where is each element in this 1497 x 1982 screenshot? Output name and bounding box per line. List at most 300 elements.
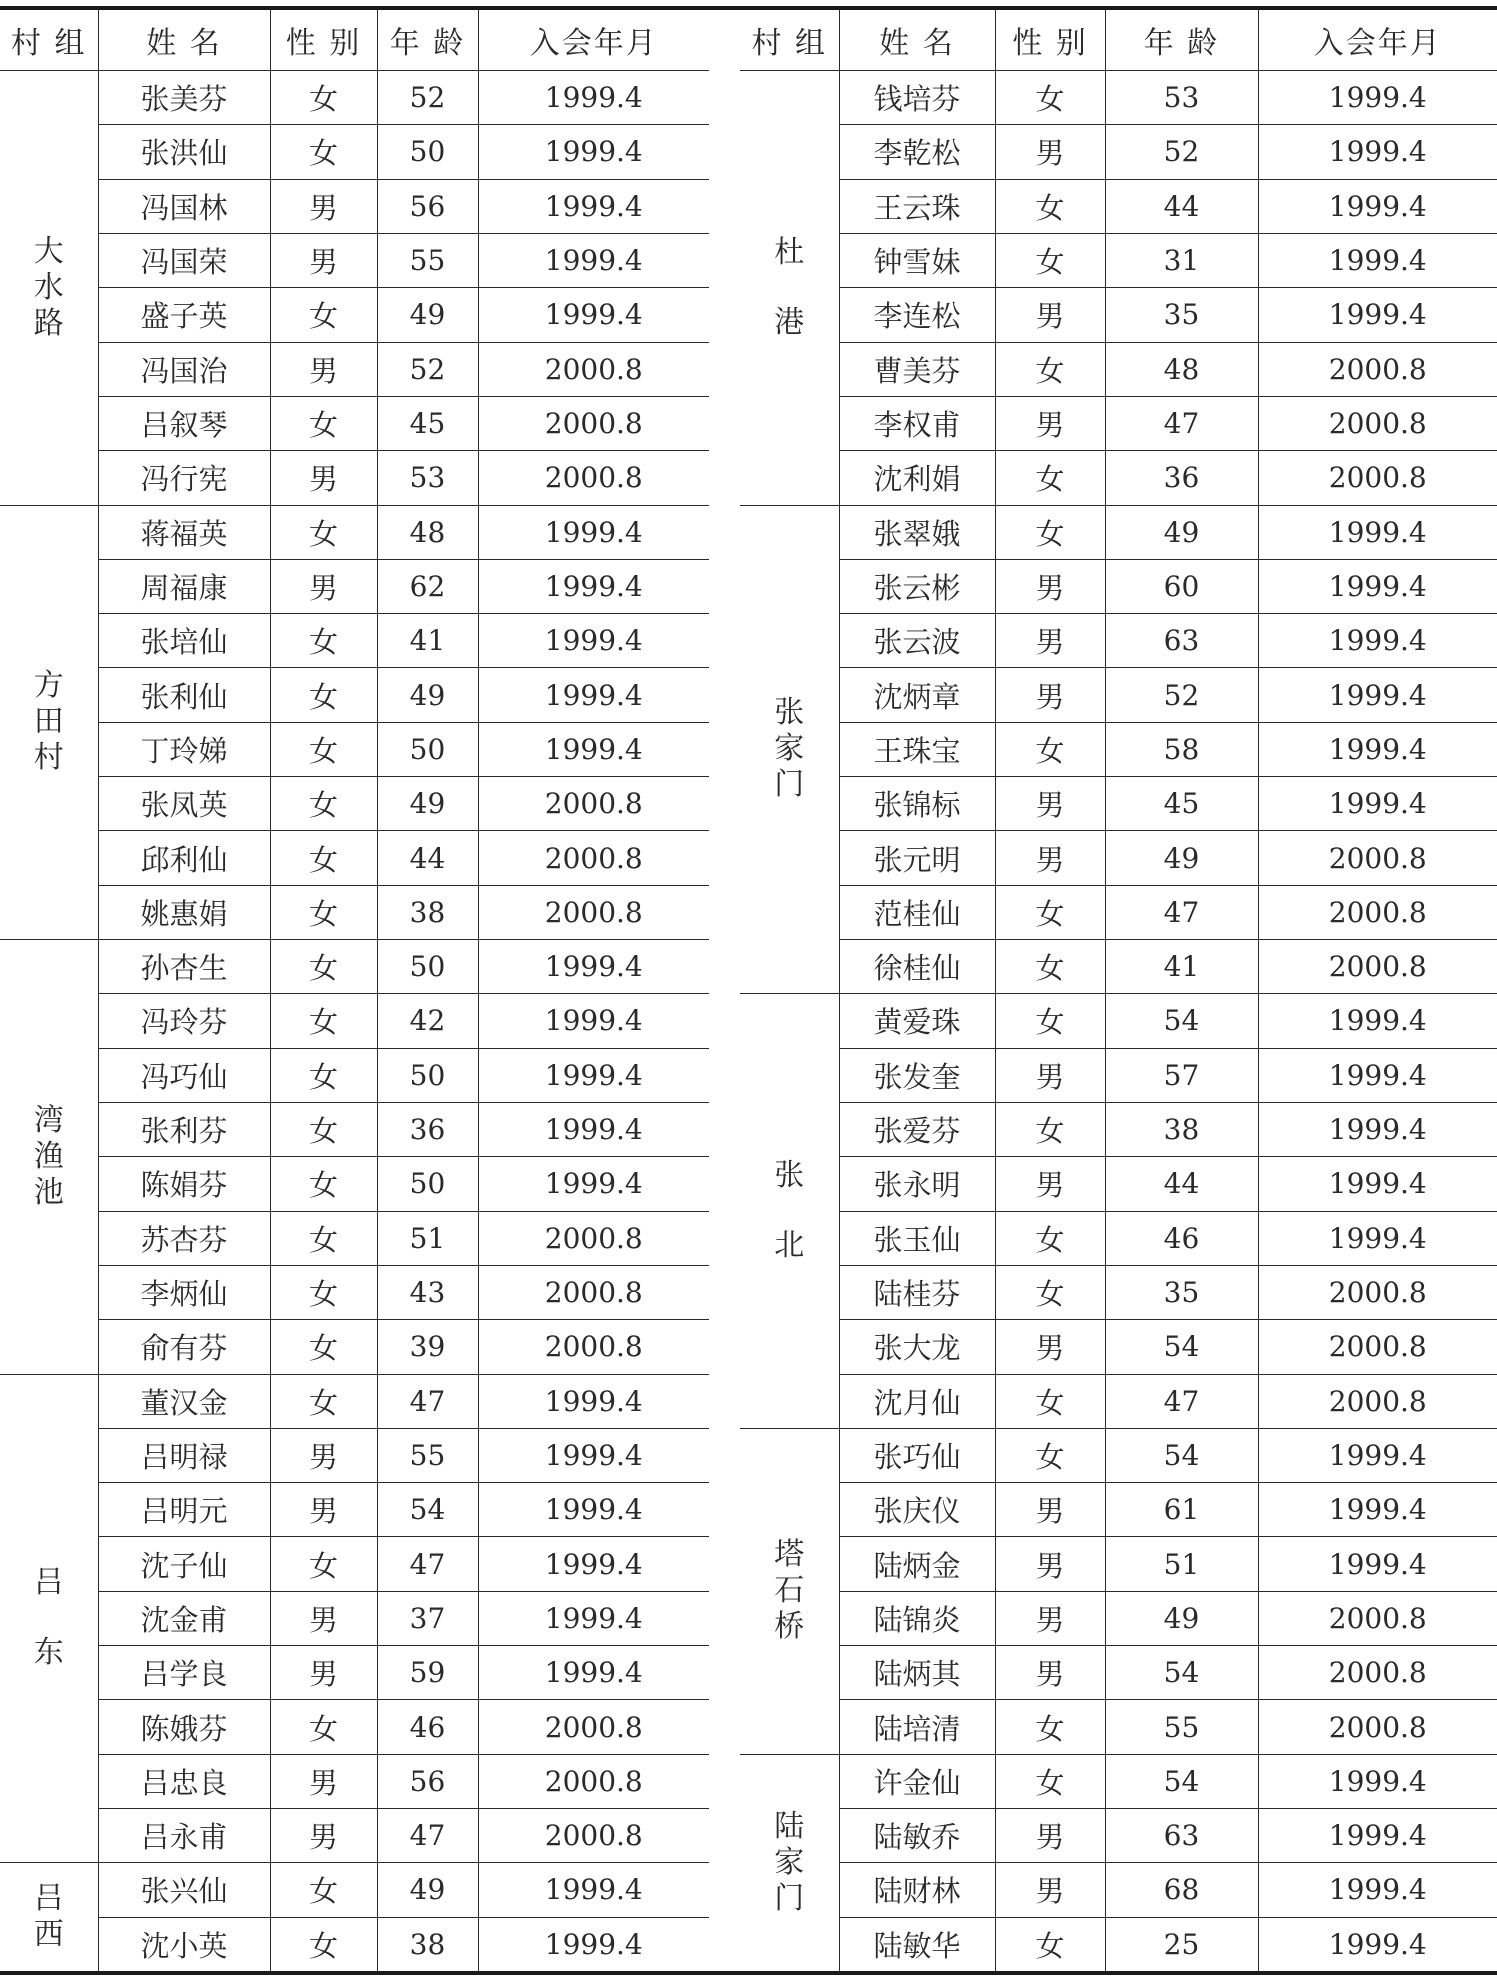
member-gender: 女 bbox=[270, 885, 377, 939]
member-join-date: 2000.8 bbox=[478, 831, 709, 885]
table-row bbox=[0, 1537, 709, 1591]
member-name: 吕明禄 bbox=[98, 1428, 270, 1482]
member-join-date: 1999.4 bbox=[478, 1863, 709, 1917]
table-row bbox=[740, 1537, 1497, 1591]
member-age: 43 bbox=[377, 1265, 478, 1319]
member-name: 王珠宝 bbox=[839, 722, 995, 776]
member-name: 陈娟芬 bbox=[98, 1157, 270, 1211]
member-age: 45 bbox=[377, 396, 478, 450]
table-row bbox=[0, 559, 709, 613]
member-join-date: 1999.4 bbox=[1258, 1102, 1497, 1156]
member-age: 31 bbox=[1105, 233, 1258, 287]
table-row bbox=[0, 1483, 709, 1537]
member-join-date: 2000.8 bbox=[1258, 1646, 1497, 1700]
member-age: 46 bbox=[1105, 1211, 1258, 1265]
member-age: 56 bbox=[377, 1754, 478, 1808]
member-age: 50 bbox=[377, 1157, 478, 1211]
table-row bbox=[740, 342, 1497, 396]
table-row bbox=[0, 1700, 709, 1754]
member-name: 张庆仪 bbox=[839, 1483, 995, 1537]
village-group-cell: 陆家门 bbox=[740, 1754, 839, 1973]
village-group-cell: 张家门 bbox=[740, 505, 839, 994]
table-row bbox=[740, 559, 1497, 613]
member-age: 47 bbox=[377, 1537, 478, 1591]
member-name: 俞有芬 bbox=[98, 1320, 270, 1374]
member-age: 52 bbox=[1105, 125, 1258, 179]
member-name: 李炳仙 bbox=[98, 1265, 270, 1319]
member-name: 姚惠娟 bbox=[98, 885, 270, 939]
member-join-date: 1999.4 bbox=[478, 1428, 709, 1482]
member-age: 36 bbox=[1105, 451, 1258, 505]
member-gender: 男 bbox=[270, 1809, 377, 1863]
member-age: 49 bbox=[1105, 505, 1258, 559]
member-name: 孙杏生 bbox=[98, 940, 270, 994]
member-name: 沈利娟 bbox=[839, 451, 995, 505]
member-gender: 女 bbox=[270, 777, 377, 831]
member-name: 张培仙 bbox=[98, 614, 270, 668]
member-join-date: 1999.4 bbox=[1258, 1537, 1497, 1591]
member-name: 曹美芬 bbox=[839, 342, 995, 396]
member-gender: 女 bbox=[995, 940, 1105, 994]
member-name: 苏杏芬 bbox=[98, 1211, 270, 1265]
member-age: 49 bbox=[377, 1863, 478, 1917]
member-join-date: 2000.8 bbox=[478, 1700, 709, 1754]
member-join-date: 1999.4 bbox=[478, 559, 709, 613]
member-gender: 女 bbox=[270, 1863, 377, 1917]
member-name: 张元明 bbox=[839, 831, 995, 885]
member-age: 47 bbox=[377, 1374, 478, 1428]
village-group-cell: 张北 bbox=[740, 994, 839, 1429]
member-gender: 女 bbox=[270, 1211, 377, 1265]
member-name: 丁玲娣 bbox=[98, 722, 270, 776]
member-name: 李连松 bbox=[839, 288, 995, 342]
village-group-cell: 杜港 bbox=[740, 71, 839, 506]
member-age: 55 bbox=[377, 1428, 478, 1482]
member-name: 沈小英 bbox=[98, 1917, 270, 1973]
member-gender: 女 bbox=[995, 179, 1105, 233]
village-group-cell: 方田村 bbox=[0, 505, 98, 940]
member-join-date: 2000.8 bbox=[478, 1754, 709, 1808]
member-join-date: 1999.4 bbox=[1258, 1428, 1497, 1482]
member-join-date: 1999.4 bbox=[478, 994, 709, 1048]
member-gender: 女 bbox=[270, 1048, 377, 1102]
member-join-date: 1999.4 bbox=[1258, 1048, 1497, 1102]
table-row bbox=[0, 71, 709, 125]
member-name: 张凤英 bbox=[98, 777, 270, 831]
member-age: 54 bbox=[377, 1483, 478, 1537]
member-age: 68 bbox=[1105, 1863, 1258, 1917]
member-gender: 男 bbox=[995, 1157, 1105, 1211]
member-gender: 女 bbox=[270, 1700, 377, 1754]
member-join-date: 1999.4 bbox=[478, 233, 709, 287]
member-gender: 女 bbox=[270, 1320, 377, 1374]
member-gender: 女 bbox=[270, 505, 377, 559]
member-gender: 女 bbox=[995, 1917, 1105, 1973]
member-name: 张发奎 bbox=[839, 1048, 995, 1102]
member-gender: 男 bbox=[270, 1591, 377, 1645]
header-name: 姓 名 bbox=[839, 8, 995, 71]
header-village-group: 村 组 bbox=[0, 8, 98, 71]
table-row bbox=[0, 1211, 709, 1265]
member-gender: 女 bbox=[995, 342, 1105, 396]
table-row bbox=[0, 614, 709, 668]
member-name: 冯国林 bbox=[98, 179, 270, 233]
member-name: 张利仙 bbox=[98, 668, 270, 722]
member-age: 25 bbox=[1105, 1917, 1258, 1973]
member-join-date: 1999.4 bbox=[1258, 1917, 1497, 1973]
table-row bbox=[740, 505, 1497, 559]
table-row bbox=[0, 1809, 709, 1863]
member-join-date: 1999.4 bbox=[1258, 179, 1497, 233]
member-gender: 女 bbox=[270, 396, 377, 450]
table-row bbox=[740, 1591, 1497, 1645]
member-age: 63 bbox=[1105, 1809, 1258, 1863]
table-row bbox=[740, 71, 1497, 125]
member-age: 35 bbox=[1105, 288, 1258, 342]
member-join-date: 2000.8 bbox=[1258, 1320, 1497, 1374]
table-row bbox=[0, 505, 709, 559]
member-age: 61 bbox=[1105, 1483, 1258, 1537]
table-row bbox=[0, 288, 709, 342]
member-name: 张云波 bbox=[839, 614, 995, 668]
member-gender: 女 bbox=[270, 1102, 377, 1156]
member-age: 45 bbox=[1105, 777, 1258, 831]
member-join-date: 1999.4 bbox=[478, 1537, 709, 1591]
table-row bbox=[740, 125, 1497, 179]
member-join-date: 1999.4 bbox=[1258, 1754, 1497, 1808]
member-join-date: 2000.8 bbox=[1258, 940, 1497, 994]
member-name: 李权甫 bbox=[839, 396, 995, 450]
table-row bbox=[740, 668, 1497, 722]
table-row bbox=[740, 179, 1497, 233]
table-row bbox=[740, 1700, 1497, 1754]
table-row bbox=[0, 994, 709, 1048]
member-gender: 男 bbox=[995, 1863, 1105, 1917]
member-gender: 男 bbox=[995, 396, 1105, 450]
village-group-cell: 吕西 bbox=[0, 1863, 98, 1973]
member-name: 陆财林 bbox=[839, 1863, 995, 1917]
member-gender: 女 bbox=[995, 71, 1105, 125]
member-name: 吕忠良 bbox=[98, 1754, 270, 1808]
member-join-date: 1999.4 bbox=[1258, 668, 1497, 722]
table-row bbox=[740, 1157, 1497, 1211]
member-age: 47 bbox=[1105, 1374, 1258, 1428]
member-join-date: 2000.8 bbox=[1258, 396, 1497, 450]
member-name: 张大龙 bbox=[839, 1320, 995, 1374]
header-age: 年 龄 bbox=[1105, 8, 1258, 71]
member-age: 48 bbox=[377, 505, 478, 559]
table-row bbox=[0, 1428, 709, 1482]
table-row bbox=[0, 233, 709, 287]
table-row bbox=[740, 288, 1497, 342]
member-join-date: 1999.4 bbox=[1258, 994, 1497, 1048]
member-age: 52 bbox=[1105, 668, 1258, 722]
member-name: 沈月仙 bbox=[839, 1374, 995, 1428]
member-age: 47 bbox=[1105, 885, 1258, 939]
member-age: 42 bbox=[377, 994, 478, 1048]
table-row bbox=[740, 940, 1497, 994]
member-name: 冯巧仙 bbox=[98, 1048, 270, 1102]
member-gender: 女 bbox=[270, 831, 377, 885]
member-age: 54 bbox=[1105, 1428, 1258, 1482]
member-join-date: 1999.4 bbox=[478, 1102, 709, 1156]
member-gender: 女 bbox=[270, 940, 377, 994]
member-name: 陆敏乔 bbox=[839, 1809, 995, 1863]
member-age: 54 bbox=[1105, 1754, 1258, 1808]
member-gender: 女 bbox=[270, 994, 377, 1048]
member-gender: 女 bbox=[270, 1537, 377, 1591]
member-age: 51 bbox=[377, 1211, 478, 1265]
member-gender: 男 bbox=[270, 451, 377, 505]
member-gender: 女 bbox=[995, 1374, 1105, 1428]
member-name: 钟雪妹 bbox=[839, 233, 995, 287]
table-row bbox=[740, 1754, 1497, 1808]
table-row bbox=[0, 1863, 709, 1917]
member-join-date: 1999.4 bbox=[1258, 614, 1497, 668]
member-join-date: 1999.4 bbox=[1258, 1863, 1497, 1917]
member-gender: 女 bbox=[995, 1754, 1105, 1808]
header-age: 年 龄 bbox=[377, 8, 478, 71]
header-gender: 性 别 bbox=[995, 8, 1105, 71]
member-join-date: 2000.8 bbox=[1258, 831, 1497, 885]
member-age: 55 bbox=[377, 233, 478, 287]
member-join-date: 1999.4 bbox=[478, 1483, 709, 1537]
member-gender: 女 bbox=[995, 994, 1105, 1048]
member-gender: 女 bbox=[995, 885, 1105, 939]
table-row bbox=[740, 614, 1497, 668]
member-join-date: 1999.4 bbox=[1258, 1809, 1497, 1863]
member-gender: 男 bbox=[270, 179, 377, 233]
member-age: 38 bbox=[1105, 1102, 1258, 1156]
member-join-date: 1999.4 bbox=[478, 1157, 709, 1211]
member-join-date: 1999.4 bbox=[478, 614, 709, 668]
member-name: 陆锦炎 bbox=[839, 1591, 995, 1645]
member-join-date: 2000.8 bbox=[478, 885, 709, 939]
member-gender: 女 bbox=[995, 722, 1105, 776]
member-age: 44 bbox=[1105, 1157, 1258, 1211]
member-age: 41 bbox=[377, 614, 478, 668]
member-gender: 女 bbox=[270, 1265, 377, 1319]
table-row bbox=[740, 233, 1497, 287]
header-row bbox=[740, 8, 1497, 71]
member-age: 39 bbox=[377, 1320, 478, 1374]
table-row bbox=[740, 1102, 1497, 1156]
table-row bbox=[0, 1157, 709, 1211]
member-join-date: 1999.4 bbox=[1258, 125, 1497, 179]
member-join-date: 2000.8 bbox=[1258, 342, 1497, 396]
member-age: 52 bbox=[377, 71, 478, 125]
member-name: 张利芬 bbox=[98, 1102, 270, 1156]
table-row bbox=[740, 1374, 1497, 1428]
member-gender: 男 bbox=[995, 125, 1105, 179]
member-gender: 女 bbox=[995, 1700, 1105, 1754]
member-age: 41 bbox=[1105, 940, 1258, 994]
table-row bbox=[0, 1265, 709, 1319]
member-gender: 女 bbox=[995, 505, 1105, 559]
table-row bbox=[740, 1320, 1497, 1374]
member-gender: 男 bbox=[995, 614, 1105, 668]
table-row bbox=[0, 396, 709, 450]
member-join-date: 2000.8 bbox=[478, 1809, 709, 1863]
member-name: 张巧仙 bbox=[839, 1428, 995, 1482]
member-name: 钱培芬 bbox=[839, 71, 995, 125]
table-row bbox=[0, 1048, 709, 1102]
member-name: 范桂仙 bbox=[839, 885, 995, 939]
member-name: 陆炳金 bbox=[839, 1537, 995, 1591]
village-group-cell: 塔石桥 bbox=[740, 1428, 839, 1754]
member-age: 46 bbox=[377, 1700, 478, 1754]
member-age: 49 bbox=[1105, 1591, 1258, 1645]
member-join-date: 2000.8 bbox=[1258, 1265, 1497, 1319]
member-age: 50 bbox=[377, 125, 478, 179]
member-name: 董汉金 bbox=[98, 1374, 270, 1428]
member-name: 李乾松 bbox=[839, 125, 995, 179]
member-name: 邱利仙 bbox=[98, 831, 270, 885]
member-name: 沈金甫 bbox=[98, 1591, 270, 1645]
member-gender: 男 bbox=[270, 1754, 377, 1808]
member-gender: 男 bbox=[995, 1320, 1105, 1374]
member-name: 盛子英 bbox=[98, 288, 270, 342]
member-age: 56 bbox=[377, 179, 478, 233]
member-name: 陆敏华 bbox=[839, 1917, 995, 1973]
member-join-date: 1999.4 bbox=[1258, 559, 1497, 613]
member-gender: 女 bbox=[270, 125, 377, 179]
table-row bbox=[740, 451, 1497, 505]
table-row bbox=[0, 722, 709, 776]
table-row bbox=[0, 342, 709, 396]
member-gender: 男 bbox=[995, 1537, 1105, 1591]
member-gender: 男 bbox=[270, 342, 377, 396]
member-join-date: 2000.8 bbox=[478, 777, 709, 831]
member-join-date: 2000.8 bbox=[478, 342, 709, 396]
member-name: 张翠娥 bbox=[839, 505, 995, 559]
member-age: 49 bbox=[1105, 831, 1258, 885]
member-name: 张洪仙 bbox=[98, 125, 270, 179]
member-age: 50 bbox=[377, 940, 478, 994]
member-age: 48 bbox=[1105, 342, 1258, 396]
member-join-date: 2000.8 bbox=[478, 1265, 709, 1319]
member-gender: 女 bbox=[270, 288, 377, 342]
table-row bbox=[740, 1265, 1497, 1319]
member-gender: 女 bbox=[270, 1374, 377, 1428]
member-name: 吕永甫 bbox=[98, 1809, 270, 1863]
member-age: 54 bbox=[1105, 1646, 1258, 1700]
member-age: 59 bbox=[377, 1646, 478, 1700]
member-name: 蒋福英 bbox=[98, 505, 270, 559]
member-age: 58 bbox=[1105, 722, 1258, 776]
member-name: 沈子仙 bbox=[98, 1537, 270, 1591]
member-name: 吕学良 bbox=[98, 1646, 270, 1700]
member-age: 38 bbox=[377, 885, 478, 939]
table-row bbox=[740, 722, 1497, 776]
member-join-date: 1999.4 bbox=[478, 1374, 709, 1428]
member-name: 徐桂仙 bbox=[839, 940, 995, 994]
member-age: 53 bbox=[1105, 71, 1258, 125]
member-name: 黄爱珠 bbox=[839, 994, 995, 1048]
header-village-group: 村 组 bbox=[740, 8, 839, 71]
member-name: 周福康 bbox=[98, 559, 270, 613]
member-gender: 女 bbox=[995, 1265, 1105, 1319]
table-row bbox=[0, 125, 709, 179]
member-age: 38 bbox=[377, 1917, 478, 1973]
member-gender: 女 bbox=[270, 1917, 377, 1973]
table-row bbox=[0, 179, 709, 233]
member-join-date: 1999.4 bbox=[1258, 1211, 1497, 1265]
member-age: 47 bbox=[1105, 396, 1258, 450]
member-age: 50 bbox=[377, 722, 478, 776]
member-age: 44 bbox=[1105, 179, 1258, 233]
member-name: 张爱芬 bbox=[839, 1102, 995, 1156]
member-table-left bbox=[0, 6, 709, 1975]
member-age: 55 bbox=[1105, 1700, 1258, 1754]
member-join-date: 1999.4 bbox=[478, 288, 709, 342]
member-gender: 男 bbox=[995, 559, 1105, 613]
table-row bbox=[740, 1483, 1497, 1537]
member-join-date: 1999.4 bbox=[478, 71, 709, 125]
member-name: 吕叙琴 bbox=[98, 396, 270, 450]
member-name: 张兴仙 bbox=[98, 1863, 270, 1917]
member-join-date: 2000.8 bbox=[1258, 1591, 1497, 1645]
member-name: 冯国荣 bbox=[98, 233, 270, 287]
table-row bbox=[0, 1917, 709, 1973]
table-row bbox=[0, 1591, 709, 1645]
member-join-date: 1999.4 bbox=[478, 940, 709, 994]
member-gender: 女 bbox=[995, 233, 1105, 287]
member-gender: 男 bbox=[995, 1483, 1105, 1537]
table-row bbox=[0, 1754, 709, 1808]
member-age: 53 bbox=[377, 451, 478, 505]
table-row bbox=[0, 777, 709, 831]
header-gender: 性 别 bbox=[270, 8, 377, 71]
member-gender: 女 bbox=[995, 1428, 1105, 1482]
member-gender: 男 bbox=[995, 1048, 1105, 1102]
table-row bbox=[0, 668, 709, 722]
table-row bbox=[740, 1809, 1497, 1863]
header-join-date: 入会年月 bbox=[478, 8, 709, 71]
member-join-date: 1999.4 bbox=[1258, 1157, 1497, 1211]
member-age: 52 bbox=[377, 342, 478, 396]
member-age: 49 bbox=[377, 668, 478, 722]
table-row bbox=[0, 885, 709, 939]
member-age: 35 bbox=[1105, 1265, 1258, 1319]
member-gender: 女 bbox=[270, 71, 377, 125]
member-age: 37 bbox=[377, 1591, 478, 1645]
member-join-date: 2000.8 bbox=[1258, 1700, 1497, 1754]
member-gender: 女 bbox=[995, 1102, 1105, 1156]
member-name: 冯国治 bbox=[98, 342, 270, 396]
member-age: 54 bbox=[1105, 1320, 1258, 1374]
table-row bbox=[740, 1048, 1497, 1102]
member-age: 57 bbox=[1105, 1048, 1258, 1102]
table-row bbox=[740, 1646, 1497, 1700]
member-join-date: 1999.4 bbox=[478, 179, 709, 233]
table-row bbox=[740, 1211, 1497, 1265]
member-join-date: 2000.8 bbox=[1258, 451, 1497, 505]
member-gender: 男 bbox=[995, 1809, 1105, 1863]
table-row bbox=[0, 1102, 709, 1156]
member-join-date: 2000.8 bbox=[478, 396, 709, 450]
member-gender: 男 bbox=[995, 288, 1105, 342]
member-name: 冯行宪 bbox=[98, 451, 270, 505]
table-row bbox=[740, 1863, 1497, 1917]
member-name: 张永明 bbox=[839, 1157, 995, 1211]
header-join-date: 入会年月 bbox=[1258, 8, 1497, 71]
column-gap bbox=[709, 6, 740, 1975]
member-age: 62 bbox=[377, 559, 478, 613]
member-join-date: 1999.4 bbox=[478, 1048, 709, 1102]
member-name: 陆炳其 bbox=[839, 1646, 995, 1700]
member-join-date: 1999.4 bbox=[478, 1646, 709, 1700]
